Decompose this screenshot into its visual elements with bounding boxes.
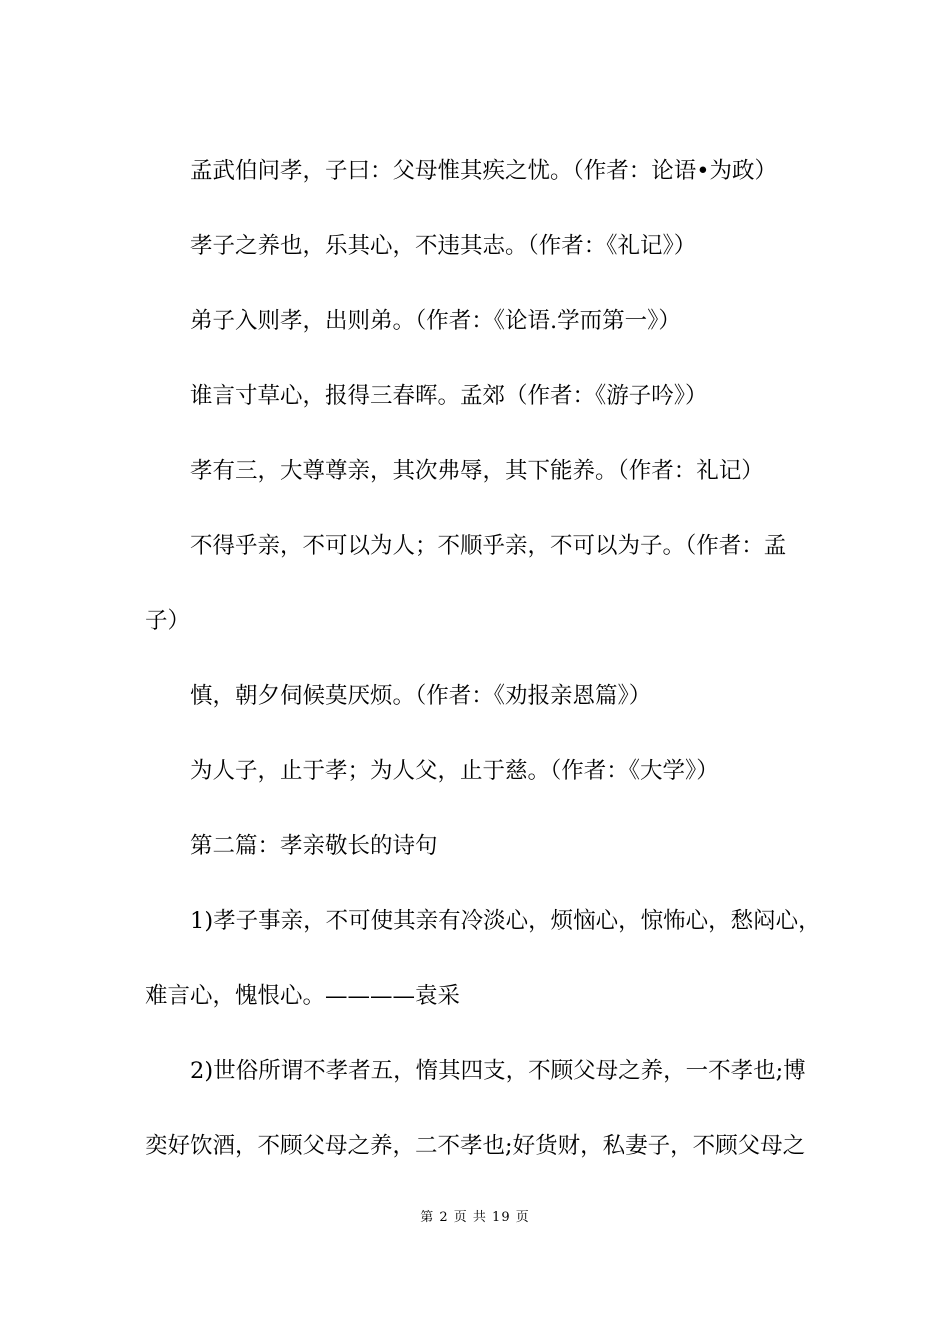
text-line: 奕好饮酒，不顾父母之养，二不孝也;好货财，私妻子，不顾父母之 xyxy=(145,1133,806,1159)
text-line: 谁言寸草心，报得三春晖。孟郊（作者：《游子吟》） xyxy=(190,383,708,409)
text-line: 2)世俗所谓不孝者五，惰其四支，不顾父母之养，一不孝也;博 xyxy=(190,1058,806,1084)
text-line: 孝子之养也，乐其心，不违其志。（作者：《礼记》） xyxy=(190,233,697,259)
text-line: 不得乎亲，不可以为人；不顺乎亲，不可以为子。（作者：孟 xyxy=(190,533,787,559)
text-line: 孝有三，大尊尊亲，其次弗辱，其下能养。（作者：礼记） xyxy=(190,458,764,484)
text-line: 孟武伯问孝，子曰：父母惟其疾之忧。（作者：论语•为政） xyxy=(190,158,778,184)
section-heading: 第二篇：孝亲敬长的诗句 xyxy=(190,833,438,859)
text-line: 1)孝子事亲，不可使其亲有冷淡心，烦恼心，惊怖心，愁闷心， xyxy=(190,908,821,934)
text-line: 弟子入则孝，出则弟。（作者：《论语.学而第一》） xyxy=(190,308,681,334)
text-line: 子） xyxy=(145,608,191,634)
text-line: 难言心，愧恨心。————袁采 xyxy=(145,983,461,1009)
text-line: 为人子，止于孝；为人父，止于慈。（作者：《大学》） xyxy=(190,758,719,784)
text-line: 慎，朝夕伺候莫厌烦。（作者：《劝报亲恩篇》） xyxy=(190,683,652,709)
page-footer xyxy=(0,1208,950,1228)
document-body xyxy=(145,134,821,1184)
page-number: 第 2 页 共 19 页 xyxy=(420,1210,530,1225)
